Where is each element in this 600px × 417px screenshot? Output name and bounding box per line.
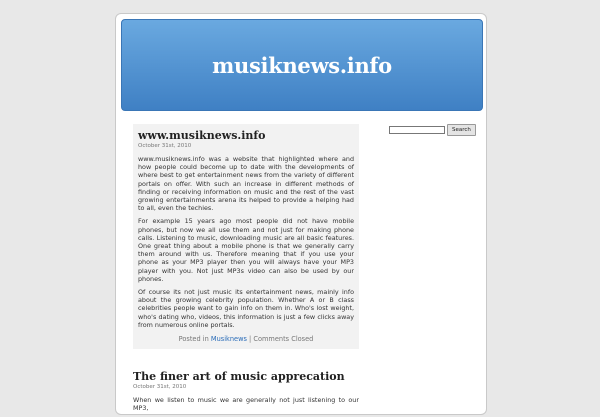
post-paragraph: Of course its not just music its entertainment news, mainly info about the growing celebrity population. Whether A or B class celebrities people want to gain info on them in. Who's lost weight, who's dating who, videos, this information is just a few clicks away from numerous online portals. (138, 288, 354, 329)
post (133, 124, 359, 349)
search-input[interactable] (389, 126, 445, 134)
main-content (133, 124, 359, 417)
meta-separator: | (249, 335, 252, 344)
post-date: October 31st, 2010 (138, 143, 192, 149)
post (133, 365, 359, 412)
post-paragraph: www.musiknews.info was a website that highlighted where and how people could become up to date with the developments of where best to get entertainment news from the variety of different portals on offer. With such an increase in different methods of finding or receiving information on music and the rest of the vast growing entertainments arena its helped to provide a helping had to all, even the techies. (138, 155, 354, 213)
post-date: October 31st, 2010 (133, 384, 187, 391)
sidebar (389, 124, 479, 136)
search-button[interactable]: Search (447, 124, 476, 136)
site-header (121, 19, 483, 111)
site-title-link[interactable]: musiknews.info (212, 52, 392, 78)
post-paragraph: For example 15 years ago most people did not have mobile phones, but now we all use them and not just for making phone calls. Listening to music, downloading music are all basic features. One great thing about a mobile phone is that we generally carry them around with us. Therefore meaning that if you use your phone as your MP3 player then you will always have your MP3 player with you. Not just MP3s video can also be used by our phones. (138, 217, 354, 283)
search-form (389, 124, 479, 136)
category-link[interactable]: Musiknews (210, 335, 247, 344)
post-title-link[interactable]: The finer art of music apprecation (133, 370, 345, 384)
post-paragraph: When we listen to music we are generally not just listening to our MP3, (133, 396, 359, 413)
post-meta (138, 335, 354, 343)
post-title-link[interactable]: www.musiknews.info (138, 129, 266, 142)
page-container (115, 13, 487, 415)
posted-in-label: Posted in (178, 335, 209, 344)
comments-status: Comments Closed (253, 335, 314, 344)
